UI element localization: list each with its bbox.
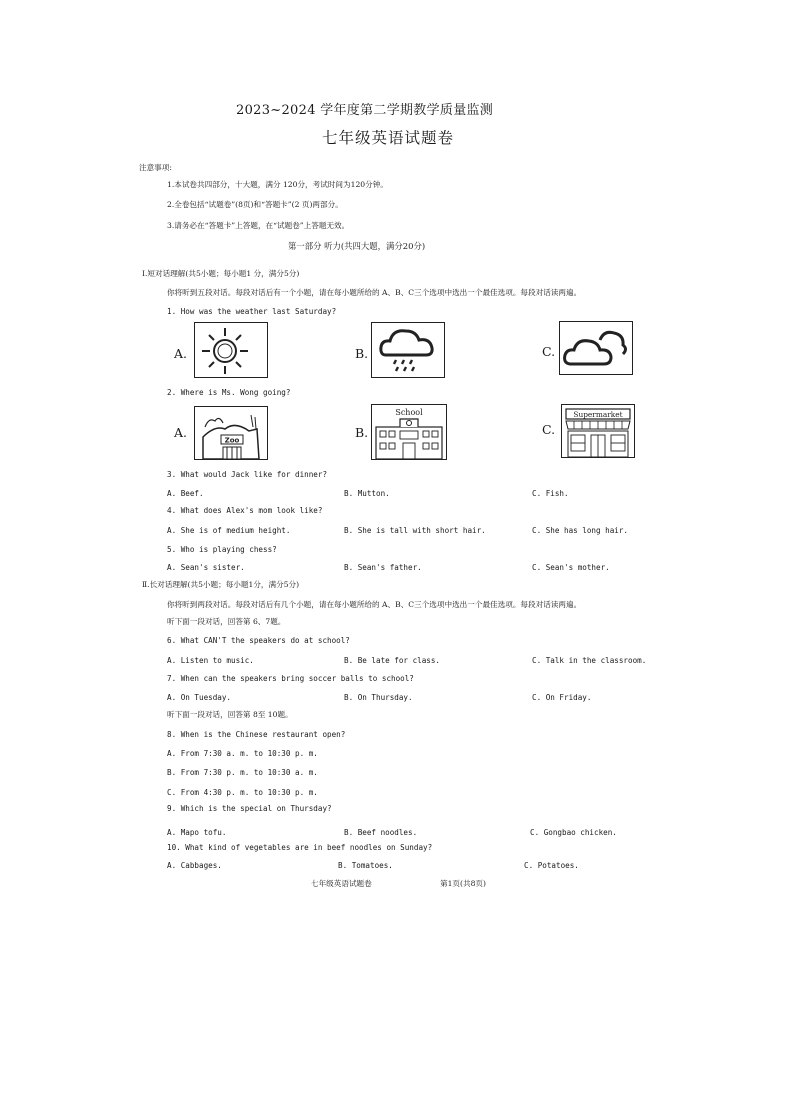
q6-option-b: B. Be late for class. bbox=[344, 656, 441, 665]
q8-option-c: C. From 4:30 p. m. to 10:30 p. m. bbox=[167, 788, 318, 797]
cloud-icon bbox=[560, 322, 632, 374]
q8-option-a: A. From 7:30 a. m. to 10:30 p. m. bbox=[167, 749, 318, 758]
q9-option-b: B. Beef noodles. bbox=[344, 828, 418, 837]
q1-option-c-label: C. bbox=[542, 344, 556, 359]
q10-text: 10. What kind of vegetables are in beef noodles on Sunday? bbox=[167, 843, 433, 852]
footer-title: 七年级英语试题卷 bbox=[311, 879, 372, 888]
q5-option-a: A. Sean's sister. bbox=[167, 563, 245, 572]
notice-heading: 注意事项: bbox=[139, 163, 172, 172]
q8-option-b: B. From 7:30 p. m. to 10:30 a. m. bbox=[167, 768, 318, 777]
q7-text: 7. When can the speakers bring soccer balls to school? bbox=[167, 674, 414, 683]
exam-title-line2: 七年级英语试题卷 bbox=[322, 129, 455, 147]
q1-option-a-image bbox=[194, 322, 268, 378]
footer-page-number: 第1页(共8页) bbox=[440, 879, 486, 888]
q2-option-c-image bbox=[561, 404, 635, 458]
q5-option-b: B. Sean's father. bbox=[344, 563, 422, 572]
q3-option-b: B. Mutton. bbox=[344, 489, 390, 498]
q1-option-a-label: A. bbox=[174, 346, 188, 361]
q2-option-a-image bbox=[194, 406, 268, 460]
section1-instruction: 你将听到五段对话。每段对话后有一个小题，请在每小题所给的 A、B、C三个选项中选出一个最佳选项。每段对话读两遍。 bbox=[167, 288, 582, 297]
zoo-icon bbox=[195, 407, 267, 459]
q1-text: 1. How was the weather last Saturday? bbox=[167, 307, 337, 316]
school-icon bbox=[372, 405, 446, 459]
q9-option-c: C. Gongbao chicken. bbox=[530, 828, 617, 837]
q4-text: 4. What does Alex's mom look like? bbox=[167, 506, 323, 515]
dialog1-intro: 听下面一段对话，回答第 6、7题。 bbox=[167, 617, 286, 626]
q4-option-b: B. She is tall with short hair. bbox=[344, 526, 486, 535]
section2-instruction: 你将听到两段对话。每段对话后有几个小题，请在每小题所给的 A、B、C三个选项中选出一个最佳选项。每段对话读两遍。 bbox=[167, 600, 582, 609]
q4-option-a: A. She is of medium height. bbox=[167, 526, 291, 535]
q1-option-c-image bbox=[559, 321, 633, 375]
notice-item-1: 1.本试卷共四部分，十大题，满分 120分，考试时间为120分钟。 bbox=[167, 180, 388, 189]
notice-item-2: 2.全卷包括“试题卷”(8页)和“答题卡”(2 页)两部分。 bbox=[167, 200, 343, 209]
q2-option-b-image bbox=[371, 404, 447, 460]
q7-option-c: C. On Friday. bbox=[532, 693, 592, 702]
q5-text: 5. Who is playing chess? bbox=[167, 545, 277, 554]
part1-title: 第一部分 听力(共四大题，满分20分) bbox=[288, 241, 426, 251]
q6-option-c: C. Talk in the classroom. bbox=[532, 656, 647, 665]
sun-icon bbox=[195, 323, 267, 377]
school-sign: School bbox=[395, 408, 423, 417]
q3-option-a: A. Beef. bbox=[167, 489, 204, 498]
exam-title-line1: 2023~2024 学年度第二学期教学质量监测 bbox=[236, 103, 494, 118]
q10-option-a: A. Cabbages. bbox=[167, 861, 222, 870]
q10-option-b: B. Tomatoes. bbox=[338, 861, 393, 870]
q9-option-a: A. Mapo tofu. bbox=[167, 828, 227, 837]
q2-option-b-label: B. bbox=[355, 425, 369, 440]
section2-title: Ⅱ.长对话理解(共5小题；每小题1分，满分5分) bbox=[142, 580, 300, 589]
dialog2-intro: 听下面一段对话，回答第 8至 10题。 bbox=[167, 710, 293, 719]
q1-option-b-label: B. bbox=[355, 346, 369, 361]
zoo-sign: Zoo bbox=[224, 436, 240, 445]
q7-option-b: B. On Thursday. bbox=[344, 693, 413, 702]
notice-item-3: 3.请务必在“答题卡”上答题，在“试题卷”上答题无效。 bbox=[167, 221, 350, 230]
q9-text: 9. Which is the special on Thursday? bbox=[167, 804, 332, 813]
q5-option-c: C. Sean's mother. bbox=[532, 563, 610, 572]
q2-option-a-label: A. bbox=[174, 425, 188, 440]
rain-cloud-icon bbox=[372, 323, 444, 377]
q4-option-c: C. She has long hair. bbox=[532, 526, 629, 535]
q6-option-a: A. Listen to music. bbox=[167, 656, 254, 665]
supermarket-sign: Supermarket bbox=[573, 410, 623, 419]
q3-option-c: C. Fish. bbox=[532, 489, 569, 498]
q8-text: 8. When is the Chinese restaurant open? bbox=[167, 730, 346, 739]
q7-option-a: A. On Tuesday. bbox=[167, 693, 232, 702]
supermarket-icon bbox=[562, 405, 634, 457]
q2-text: 2. Where is Ms. Wong going? bbox=[167, 388, 291, 397]
q10-option-c: C. Potatoes. bbox=[524, 861, 579, 870]
section1-title: Ⅰ.短对话理解(共5小题；每小题1 分，满分5分) bbox=[142, 269, 300, 278]
q3-text: 3. What would Jack like for dinner? bbox=[167, 470, 328, 479]
q1-option-b-image bbox=[371, 322, 445, 378]
q6-text: 6. What CAN'T the speakers do at school? bbox=[167, 636, 350, 645]
q2-option-c-label: C. bbox=[542, 422, 556, 437]
